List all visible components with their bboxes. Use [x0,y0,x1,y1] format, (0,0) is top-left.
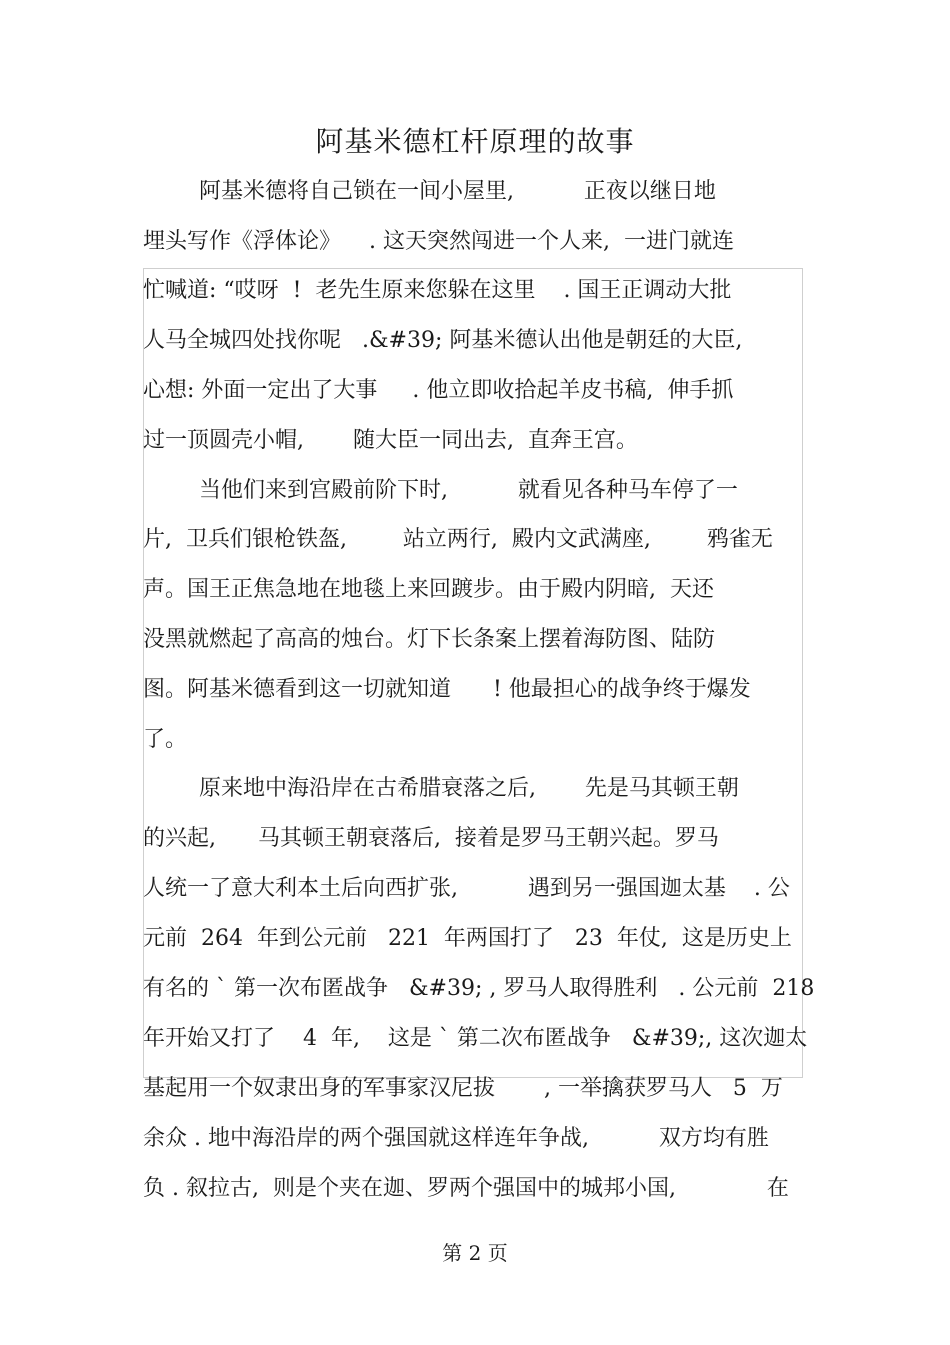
text-line: 片, 卫兵们银枪铁盔, 站立两行, 殿内文武满座, 鸦雀无 [143,527,773,552]
text-line: 人马全城四处找你呢 .&#39; 阿基米德认出他是朝廷的大臣, [143,328,743,353]
text-line: 有名的 ` 第一次布匿战争 &#39; , 罗马人取得胜利 . 公元前 218 [143,976,815,1001]
text-line: 过一顶圆壳小帽, 随大臣一同出去, 直奔王宫。 [143,428,638,453]
text-line: 了。 [143,727,188,752]
text-line: 余众 . 地中海沿岸的两个强国就这样连年争战, 双方均有胜 [143,1126,769,1151]
text-line: 当他们来到宫殿前阶下时, 就看见各种马车停了一 [143,478,738,503]
page-number: 第 2 页 [442,1241,508,1265]
text-line: 声。国王正焦急地在地毯上来回踱步。由于殿内阴暗, 天还 [143,577,714,602]
text-line: 心想: 外面一定出了大事 . 他立即收拾起羊皮书稿, 伸手抓 [143,378,734,403]
text-line: 元前 264 年到公元前 221 年两国打了 23 年仗, 这是历史上 [143,926,792,951]
text-line: 埋头写作《浮体论》 . 这天突然闯进一个人来, 一进门就连 [143,229,734,254]
text-line: 人统一了意大利本土后向西扩张, 遇到另一强国迦太基 . 公 [143,876,790,901]
text-line: 负 . 叙拉古, 则是个夹在迦、罗两个强国中的城邦小国, 在 [143,1176,789,1201]
text-line: 忙喊道: “哎呀 ! 老先生原来您躲在这里 . 国王正调动大批 [143,278,732,303]
text-line: 阿基米德将自己锁在一间小屋里, 正夜以继日地 [143,179,716,204]
text-line: 图。阿基米德看到这一切就知道 ! 他最担心的战争终于爆发 [143,677,751,702]
text-line: 的兴起, 马其顿王朝衰落后, 接着是罗马王朝兴起。罗马 [143,826,719,851]
document-title: 阿基米德杠杆原理的故事 [315,125,635,158]
text-line: 没黑就燃起了高高的烛台。灯下长条案上摆着海防图、陆防 [143,627,716,652]
text-line: 年开始又打了 4 年, 这是 ` 第二次布匿战争 &#39;, 这次迦太 [143,1026,808,1051]
text-line: 基起用一个奴隶出身的军事家汉尼拔 , 一举擒获罗马人 5 万 [143,1076,783,1101]
text-line: 原来地中海沿岸在古希腊衰落之后, 先是马其顿王朝 [143,776,739,801]
